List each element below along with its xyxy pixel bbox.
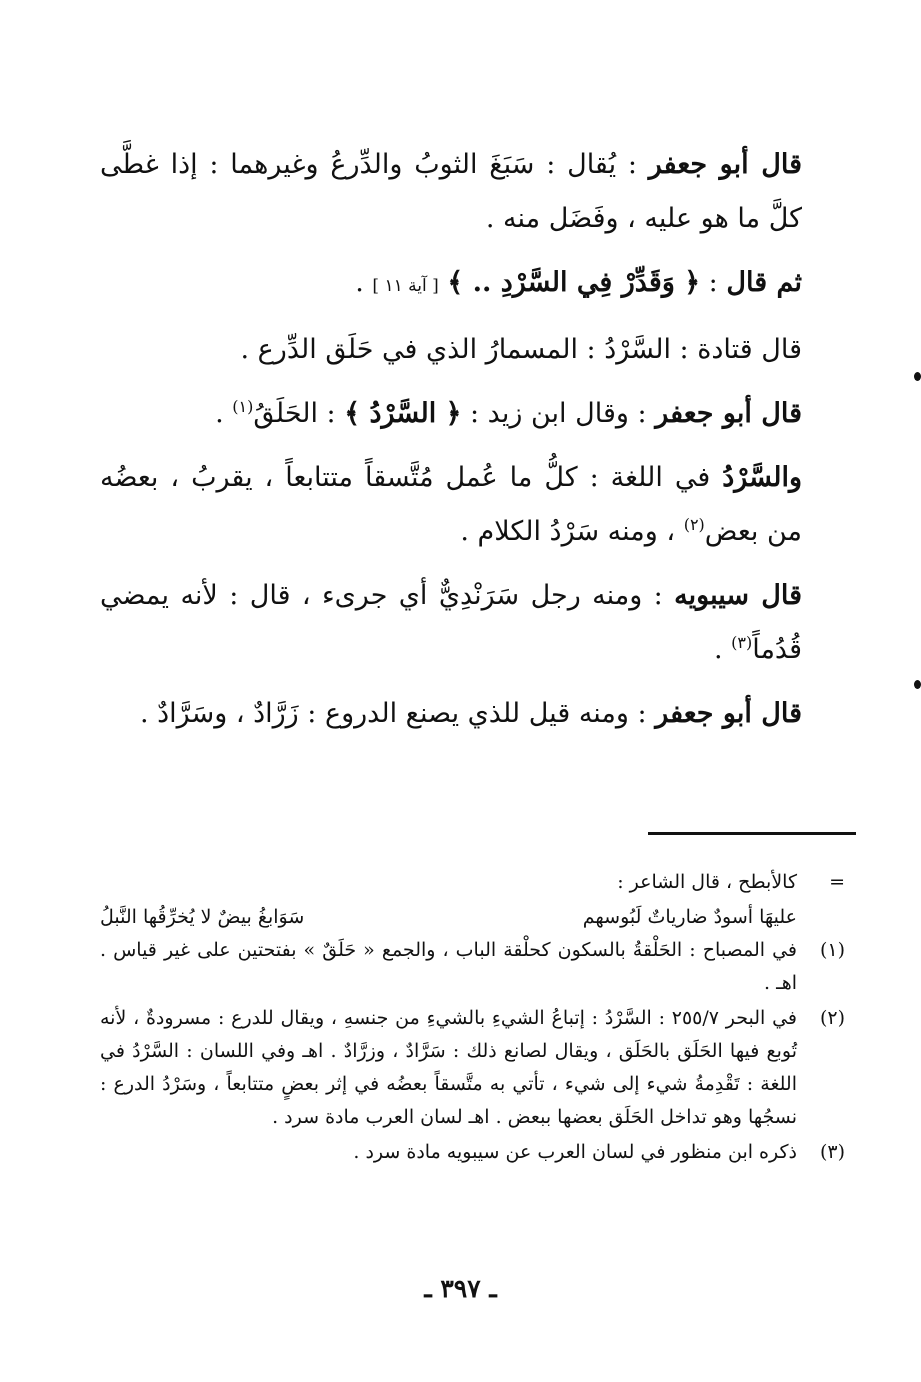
footnote-continuation [100, 866, 845, 899]
speaker-label: قال أبو جعفر [655, 398, 802, 429]
footnote-text: في البحر ٢٥٥/٧ : السَّرْدُ : إتباعُ الشيءِ بالشيءِ من جنسهِ ، ويقال للدرع : مسرودةٌ ، لأنه تُوبع فيها الحَلَق بالحَلَق ، ويقال لصانع ذلك : سَرَّادٌ ، وزرَّادٌ . اهـ وفي اللسان : السَّرْدُ في اللغة : تَقْدِمةُ شيء إلى شيء ، تأتي به متَّسقاً بعضُه في إثر بعضٍ متتابعاً ، وسَرْدُ الدرع : نسجُها وهو تداخل الحَلَق بعضها ببعض . اهـ لسان العرب مادة سرد . [100, 1007, 797, 1128]
paragraph-tail: . [215, 398, 233, 429]
footnote-ref: (٣) [731, 633, 753, 652]
paragraph-text: : [700, 267, 727, 298]
paragraph-3 [100, 323, 802, 377]
footnote-separator [648, 832, 856, 835]
term-label: والسَّرْدُ [722, 462, 802, 493]
paragraph-2 [100, 256, 802, 313]
footnote-ref: (٢) [683, 515, 705, 534]
footnote-number: (٣) [819, 1141, 845, 1163]
paragraph-text: : ومنه رجل سَرَنْدِيٌّ أي جرىء ، قال : لأنه يمضي قُدُماً [100, 580, 802, 665]
paragraph-tail: . [355, 267, 373, 298]
footnote-text: في المصباح : الحَلْقةُ بالسكون كحلْقة الباب ، والجمع « حَلَقٌ » بفتحتين على غير قياس . اهـ . [100, 939, 797, 994]
verse-second-hemistich: سَوَابغُ بيضٌ لا يُخرِّقُها النَّبلُ [100, 906, 305, 928]
paragraph-tail: ، ومنه سَرْدُ الكلام . [460, 516, 684, 547]
quran-quote: ﴿ السَّرْدُ ﴾ [344, 398, 462, 429]
verse-first-hemistich: عليهَا أسودٌ ضارياتٌ لَبُوسهم [582, 906, 797, 928]
speaker-label: ثم قال [726, 267, 802, 298]
quran-quote: ﴿ وَقَدِّرْ فِي السَّرْدِ .. ﴾ [447, 267, 701, 298]
footnote-ref: (١) [232, 397, 254, 416]
paragraph-7 [100, 687, 802, 741]
continuation-mark: = [829, 871, 845, 893]
paragraph-text: قال قتادة : السَّرْدُ : المسمارُ الذي في حَلَق الدِّرع . [240, 334, 802, 365]
footnote-1 [100, 934, 845, 1000]
footnote-text: كالأبطح ، قال الشاعر : [617, 871, 797, 893]
paragraph-6 [100, 569, 802, 677]
paragraph-1 [100, 138, 802, 246]
speaker-label: قال أبو جعفر [655, 698, 802, 729]
paragraph-tail: . [713, 634, 732, 665]
paragraph-text: : ومنه قيل للذي يصنع الدروع : زَرَّادٌ ، وسَرَّادٌ . [139, 698, 656, 729]
paragraph-text-2: : الحَلَقُ [253, 398, 345, 429]
footnotes [100, 866, 845, 1171]
page-number: ـ ٣٩٧ ـ [424, 1274, 497, 1303]
paragraph-5 [100, 451, 802, 559]
footnote-number: (٢) [819, 1007, 845, 1029]
speaker-label: قال أبو جعفر [648, 149, 802, 180]
footnote-2 [100, 1002, 845, 1134]
verse-reference: [ آية ١١ ] [372, 276, 439, 296]
main-text [100, 138, 802, 751]
paragraph-text: : يُقال : سَبَغَ الثوبُ والدِّرعُ وغيرهما : إذا غطَّى كلَّ ما هو عليه ، وفَضَل منه . [100, 149, 802, 234]
footnote-text: ذكره ابن منظور في لسان العرب عن سيبويه مادة سرد . [353, 1141, 797, 1163]
footnote-number: (١) [819, 939, 845, 961]
scan-mark [914, 372, 921, 381]
paragraph-text: في اللغة : كلُّ ما عُمل مُتَّسقاً متتابعاً ، يقربُ ، بعضُه من بعض [100, 462, 802, 547]
scan-mark [914, 680, 921, 689]
footnote-3 [100, 1136, 845, 1169]
paragraph-4 [100, 387, 802, 441]
paragraph-text: : وقال ابن زيد : [461, 398, 656, 429]
poetry-verse [100, 901, 845, 934]
speaker-label: قال سيبويه [674, 580, 802, 611]
